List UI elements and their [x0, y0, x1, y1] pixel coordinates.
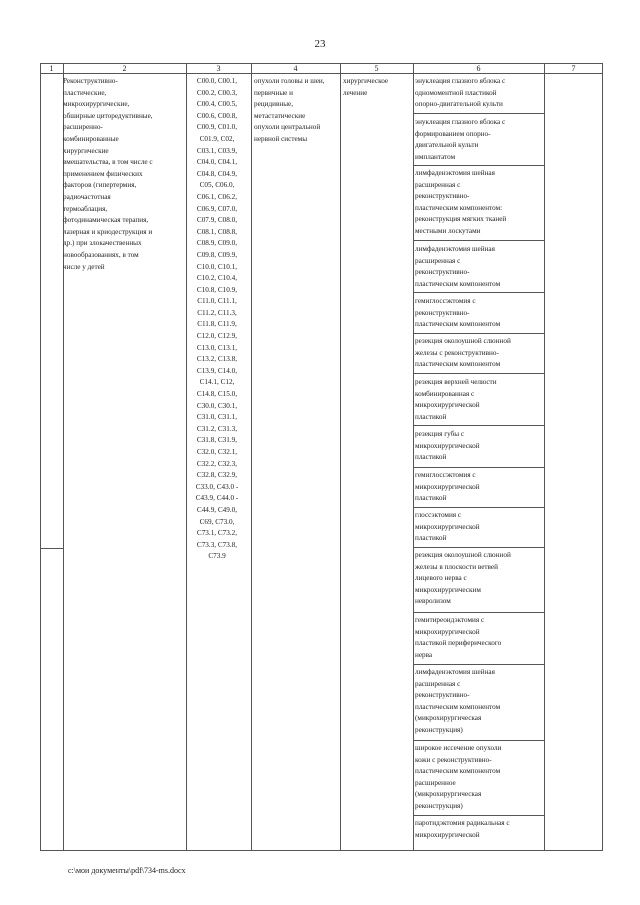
text-line: пластикой [415, 534, 447, 543]
text-line: пластическим компонентом [415, 767, 501, 776]
text-line: обширные циторедуктивные, [63, 111, 153, 120]
code-line: C00.4, C00.5, [196, 100, 238, 109]
text-line: микрохирургическим [415, 585, 481, 594]
text-line: реконструктивно- [415, 192, 470, 201]
text-line: реконструктивно- [415, 691, 470, 700]
code-line: C11.0, C11.1, [197, 297, 237, 306]
text-line: реконструкция мягких тканей [415, 215, 507, 224]
procedure-divider [413, 664, 544, 665]
procedure-cell [415, 510, 540, 545]
procedure-cell [415, 76, 540, 111]
code-line: C13.9, C14.0, [196, 366, 238, 375]
text-line: микрохирургической [415, 627, 480, 636]
code-line: C31.8, C31.9, [196, 436, 238, 445]
code-line: C03.1, C03.9, [196, 146, 238, 155]
text-line: Реконструктивно- [63, 77, 118, 85]
code-line: C73.1, C73.2, [196, 529, 238, 538]
text-line: микрохирургические, [63, 100, 130, 109]
text-line: расширенная с [415, 679, 461, 688]
code-line: C00.0, C00.1, [196, 77, 238, 85]
text-line: энуклеация глазного яблока с [415, 77, 506, 85]
procedure-divider [413, 240, 544, 241]
text-line: двигательной культи [415, 141, 479, 150]
text-line: применением физических [63, 169, 143, 178]
text-line: микрохирургической [415, 522, 480, 531]
text-line: нерва [415, 650, 433, 659]
text-line: резекция околоушной слюнной [415, 551, 511, 559]
text-line: лимфаденэктомия шейная [415, 668, 495, 676]
text-line: пластикой [415, 453, 447, 462]
column-3-icd-codes [186, 76, 248, 563]
text-line: (микрохирургическая [415, 714, 482, 723]
code-line: C13.2, C13.8, [196, 355, 238, 364]
code-line: C07.9, C08.0, [196, 216, 238, 225]
code-line: C30.0, C30.1, [196, 401, 238, 410]
col-divider [413, 63, 414, 851]
code-line: C32.8, C32.9, [196, 471, 238, 480]
text-line: формированием опорно- [415, 129, 491, 138]
text-line: факторов (гипертермия, [63, 181, 137, 190]
text-line: лечение [343, 88, 368, 97]
code-line: C31.2, C31.3, [196, 424, 238, 433]
text-line: пластическим компонентом: [415, 203, 503, 212]
text-line: кожи с реконструктивно- [415, 755, 492, 764]
text-line: лицевого нерва с [415, 574, 467, 583]
code-line: C04.8, C04.9, [196, 169, 238, 178]
code-line: C73.3, C73.8, [196, 540, 238, 549]
text-line: расширенная с [415, 256, 461, 265]
text-line: местными лоскутами [415, 226, 481, 235]
procedure-cell [415, 336, 540, 371]
procedure-cell [415, 470, 540, 505]
text-line: микрохирургической [415, 441, 480, 450]
code-line: C10.2, C10.4, [196, 274, 238, 283]
procedure-cell [415, 818, 540, 841]
code-line: C12.0, C12.9, [196, 332, 238, 341]
text-line: глоссэктомия с [415, 511, 462, 519]
procedure-divider [413, 373, 544, 374]
code-line: C00.6, C00.8, [196, 111, 238, 120]
code-line: C10.0, C10.1, [196, 262, 238, 271]
procedure-cell [415, 429, 540, 464]
text-line: опухоли центральной [254, 123, 321, 132]
header-col-4: 4 [293, 64, 298, 73]
text-line: реконструктивно- [415, 308, 470, 317]
code-line: C09.8, C09.9, [196, 250, 238, 259]
code-line: C10.8, C10.9, [196, 285, 238, 294]
text-line: железы в плоскости ветвей [415, 562, 498, 571]
header-col-7: 7 [571, 64, 576, 73]
procedure-cell [415, 377, 540, 423]
text-line: лимфаденэктомия шейная [415, 245, 495, 253]
text-line: вмешательства, в том числе с [63, 158, 153, 167]
code-line: C32.2, C32.3, [196, 459, 238, 468]
text-line: паротидэктомия радикальная с [415, 819, 510, 827]
code-line: C08.9, C09.0, [196, 239, 238, 248]
text-line: комбинированные [63, 134, 119, 143]
text-line: имплантатом [415, 152, 456, 161]
text-line: широкое иссечение опухоли [415, 744, 502, 752]
procedure-divider [413, 165, 544, 166]
text-line: гемиглоссэктомия с [415, 471, 476, 479]
text-line: опорно-двигательной культи [415, 100, 503, 109]
code-line: C04.0, C04.1, [196, 158, 238, 167]
code-line: C14.8, C15.0, [196, 390, 238, 399]
text-line: пластическим компонентом [415, 360, 501, 369]
text-line: комбинированная с [415, 389, 475, 398]
row-divider [40, 548, 63, 549]
text-line: опухоли головы и шеи, [254, 77, 325, 85]
header-col-2: 2 [122, 64, 127, 73]
text-line: пластические, [63, 88, 107, 97]
code-line: C13.0, C13.1, [196, 343, 238, 352]
text-line: пластическим компонентом [415, 702, 501, 711]
code-line: C11.8, C11.9, [197, 320, 237, 329]
text-line: термоаблация, [63, 204, 108, 213]
text-line: одномоментной пластикой [415, 88, 497, 97]
text-line: микрохирургической [415, 830, 480, 839]
text-line: микрохирургической [415, 482, 480, 491]
text-line: др.) при злокачественных [63, 239, 142, 248]
procedure-divider [413, 740, 544, 741]
procedure-divider [413, 612, 544, 613]
col-divider [251, 63, 252, 851]
code-line: C33.0, C43.0 - [195, 482, 239, 491]
code-line: C73.9 [208, 552, 226, 561]
header-col-3: 3 [216, 64, 221, 73]
code-line: C06.9, C07.0, [196, 204, 238, 213]
code-line: C00.9, C01.0, [196, 123, 238, 132]
column-5-treatment-type [343, 76, 413, 99]
procedure-cell [415, 550, 540, 608]
text-line: железы с реконструктивно- [415, 348, 499, 357]
text-line: пластическим компонентом [415, 320, 501, 329]
procedure-divider [413, 507, 544, 508]
text-line: хирургические [63, 146, 109, 155]
text-line: гемиглоссэктомия с [415, 297, 476, 305]
col-divider [340, 63, 341, 851]
text-line: радиочастотная [63, 192, 111, 201]
header-col-6: 6 [476, 64, 481, 73]
text-line: пластикой периферического [415, 639, 502, 648]
text-line: расширенная с [415, 180, 461, 189]
code-line: C06.1, C06.2, [196, 192, 238, 201]
code-line: C01.9, C02, [199, 134, 235, 143]
code-line: C69, C73.0, [199, 517, 235, 526]
code-line: C08.1, C08.8, [196, 227, 238, 236]
text-line: расширенно- [63, 123, 103, 132]
text-line: энуклеация глазного яблока с [415, 118, 506, 126]
text-line: первичные и [254, 88, 293, 97]
procedure-cell [415, 117, 540, 163]
text-line: новообразованиях, в том [63, 250, 139, 259]
column-4-diagnosis [254, 76, 342, 146]
text-line: числе у детей [63, 262, 105, 271]
code-line: C44.9, C49.0, [196, 505, 238, 514]
text-line: резекция околоушной слюнной [415, 337, 511, 345]
text-line: фотодинамическая терапия, [63, 216, 149, 225]
text-line: гемитиреоидэктомия с [415, 616, 485, 624]
text-line: микрохирургической [415, 401, 480, 410]
procedure-divider [413, 333, 544, 334]
text-line: лазерная и криодеструкция и [63, 227, 153, 236]
text-line: расширенное [415, 778, 456, 787]
text-line: невролизом [415, 597, 451, 606]
procedure-divider [413, 547, 544, 548]
col-divider [544, 63, 545, 851]
text-line: реконструкция) [415, 725, 463, 734]
code-line: C11.2, C11.3, [197, 308, 237, 317]
procedure-cell [415, 244, 540, 290]
text-line: резекция губы с [415, 430, 465, 438]
procedure-divider [413, 467, 544, 468]
header-col-5: 5 [374, 64, 379, 73]
code-line: C43.9, C44.0 - [195, 494, 239, 503]
text-line: пластикой [415, 494, 447, 503]
code-line: C31.0, C31.1, [196, 413, 238, 422]
code-line: C05, C06.0, [199, 181, 235, 190]
text-line: нервной системы [254, 134, 308, 143]
text-line: резекция верхней челюсти [415, 378, 497, 386]
text-line: реконструктивно- [415, 268, 470, 277]
code-line: C32.0, C32.1, [196, 448, 238, 456]
footer-file-path: c:\мои документы\pdf\734-ms.docx [68, 866, 186, 875]
text-line: рецидивные, [254, 100, 294, 109]
text-line: (микрохирургическая [415, 790, 482, 799]
text-line: пластическим компонентом [415, 279, 501, 288]
procedure-divider [413, 425, 544, 426]
procedure-cell [415, 168, 540, 238]
text-line: хирургическое [343, 77, 389, 85]
procedure-cell [415, 667, 540, 737]
procedure-divider [413, 815, 544, 816]
procedure-cell [415, 743, 540, 813]
procedure-cell [415, 615, 540, 661]
procedure-cell [415, 296, 540, 331]
text-line: лимфаденэктомия шейная [415, 169, 495, 177]
text-line: метастатические [254, 111, 306, 120]
column-2-treatment-description [63, 76, 181, 273]
text-line: пластикой [415, 412, 447, 421]
header-col-1: 1 [49, 64, 54, 73]
code-line: C14.1, C12, [199, 378, 235, 387]
procedure-divider [413, 292, 544, 293]
page-number: 23 [314, 38, 326, 50]
text-line: реконструкция) [415, 801, 463, 810]
code-line: C00.2, C00.3, [196, 88, 238, 97]
procedure-divider [413, 113, 544, 114]
